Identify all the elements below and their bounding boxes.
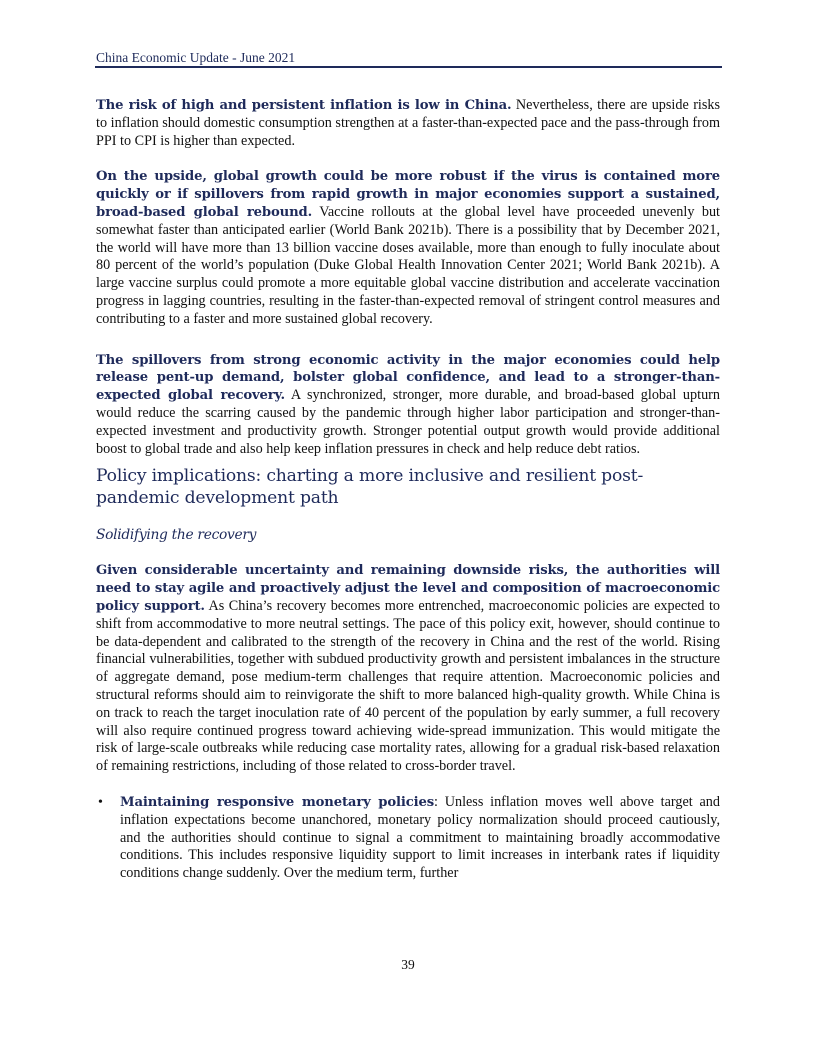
running-header: China Economic Update - June 2021 (96, 50, 296, 65)
paragraph-body: As China’s recovery becomes more entrenched, macroeconomic policies are expected to shift from accommodative to more neutral settings. The pace of this policy exit, however, should continue to be data-dependent and calibrated to the strength of the recovery in China and the rest of the world. Rising financial vulnerabilities, together with subdued productivity growth and persistent imbalances in the structure of aggregate demand, pose medium-term challenges that require attention. Macroeconomic policies and structural reforms should aim to reinvigorate the shift to more balanced high-quality growth. While China is on track to reach the target inoculation rate of 40 percent of the population by early summer, a full recovery will also require continued progress toward achieving wide-spread immunization. This would mitigate the risk of large-scale outbreaks while reducing case mortality rates, allowing for a gradual risk-based relaxation of remaining restrictions, including of those related to cross-border travel. (96, 597, 720, 775)
policy-bullet-list (96, 794, 720, 883)
paragraph-upside-growth (96, 168, 720, 328)
paragraph-lead: Given considerable uncertainty and remaining downside risks, the authorities will need to stay agile and proactively adjust the level and composition of macroeconomic policy support. (96, 563, 720, 614)
bullet-icon: • (98, 794, 103, 810)
paragraph-inflation-risk (96, 97, 720, 150)
paragraph-body: Nevertheless, there are upside risks to inflation should domestic consumption strengthen at a faster-than-expected pace and the pass-through from PPI to CPI is higher than expected. (96, 97, 720, 149)
paragraph-lead: The spillovers from strong economic activity in the major economies could help release pent-up demand, bolster global confidence, and lead to a stronger-than-expected global recovery. (96, 352, 720, 404)
page-number: 39 (401, 957, 415, 972)
subsection-heading: Solidifying the recovery (96, 527, 257, 544)
paragraph-lead: On the upside, global growth could be more robust if the virus is contained more quickly or if spillovers from rapid growth in major economies support a sustained, broad-based global rebound. (96, 169, 720, 220)
bullet-body: : Unless inflation moves well above target and inflation expectations become unanchored, monetary policy normalization should proceed cautiously, and the authorities should continue to signal a commitment to maintaining broadly accommodative conditions. This includes responsive liquidity support to limit increases in interbank rates if liquidity conditions change suddenly. Over the medium term, further (120, 793, 720, 882)
paragraph-body: Vaccine rollouts at the global level have proceeded unevenly but somewhat faster than anticipated earlier (World Bank 2021b). There is a possibility that by December 2021, the world will have more than 13 billion vaccine doses available, more than enough to fully inoculate about 80 percent of the world’s population (Duke Global Health Innovation Center 2021; World Bank 2021b). A large vaccine surplus could promote a more equitable global vaccine distribution and accelerate vaccination progress in lagging countries, resulting in the faster-than-expected removal of stringent control measures and contributing to a faster and more sustained global recovery. (96, 203, 720, 327)
page-body (96, 97, 720, 883)
paragraph-lead: The risk of high and persistent inflation is low in China. (96, 98, 512, 113)
paragraph-spillovers (96, 352, 720, 459)
header-rule (95, 66, 722, 68)
section-heading: Policy implications: charting a more inclusive and resilient post-pandemic development path (96, 466, 644, 508)
bullet-text (120, 794, 720, 883)
paragraph-policy-support (96, 562, 720, 776)
list-item (96, 794, 720, 883)
paragraph-body: A synchronized, stronger, more durable, and broad-based global upturn would reduce the scarring caused by the pandemic through higher labor participation and stronger-than-expected investment and productivity growth. Stronger potential output growth would provide additional boost to global trade and also help keep inflation pressures in check and help reduce debt ratios. (96, 387, 720, 457)
bullet-lead: Maintaining responsive monetary policies (120, 794, 434, 810)
